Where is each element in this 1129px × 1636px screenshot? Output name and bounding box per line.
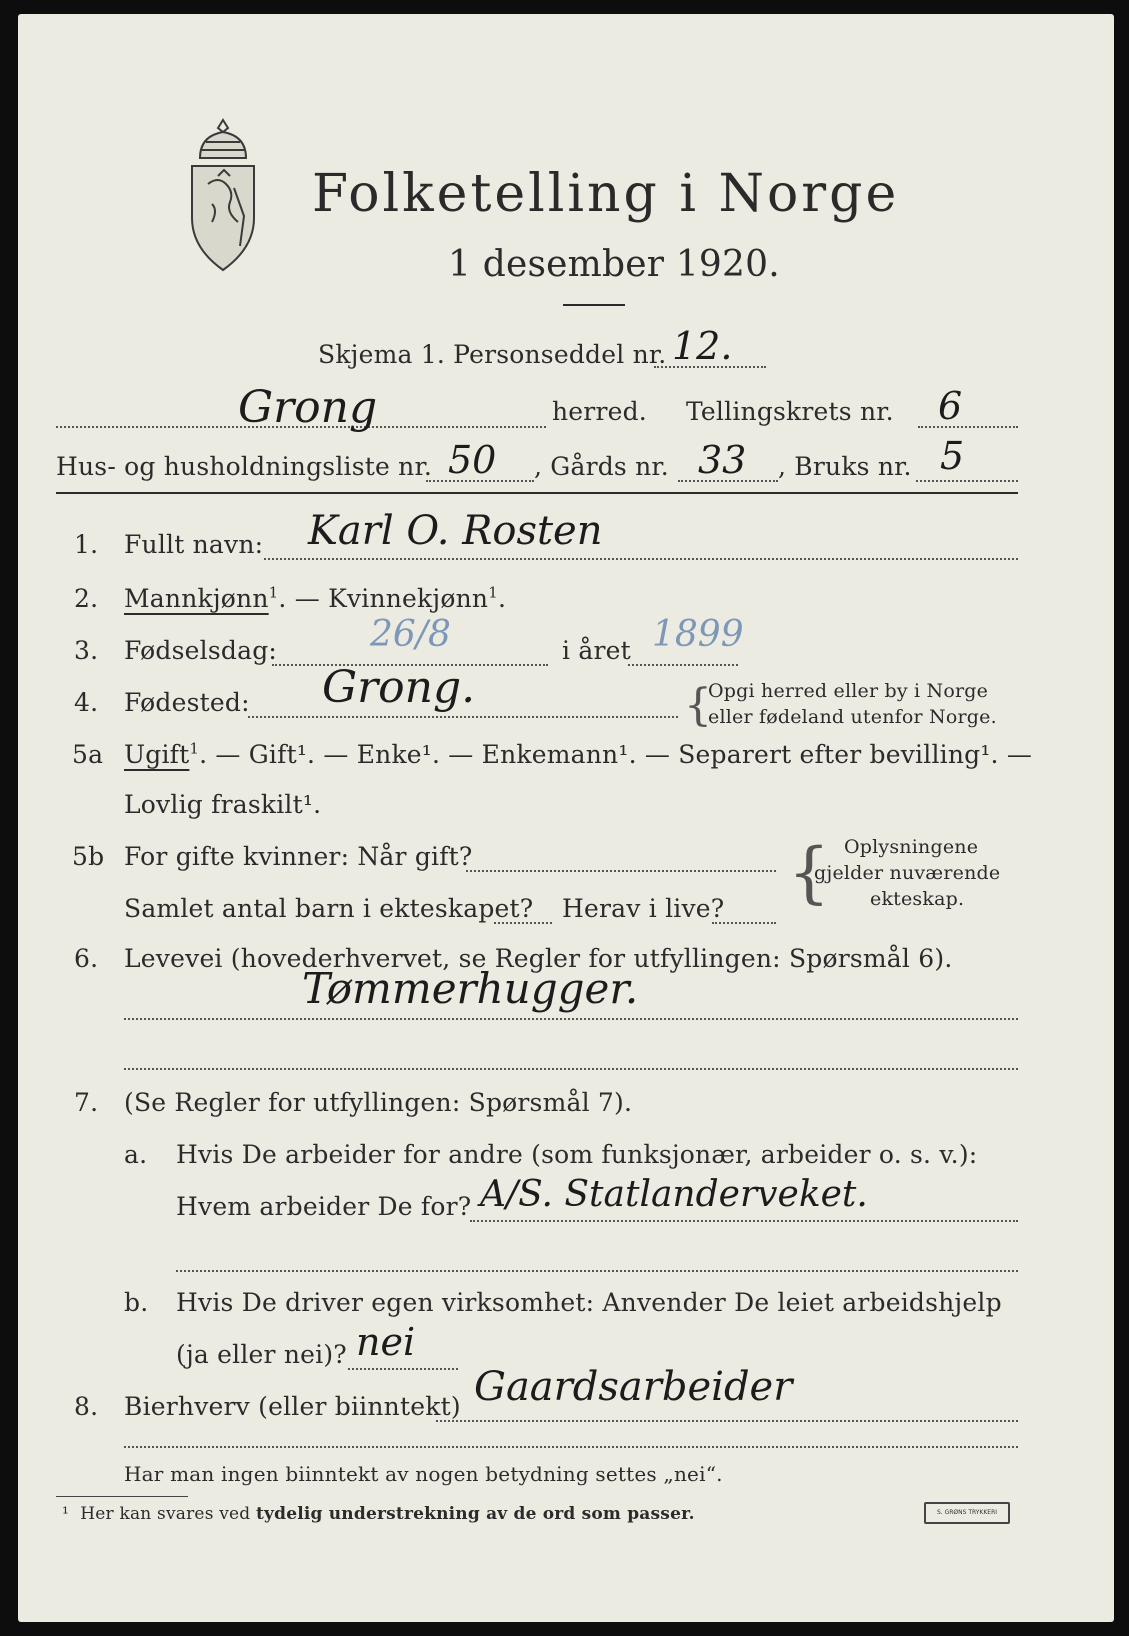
q1-number: 1. (74, 530, 99, 559)
q8-dots (436, 1420, 1018, 1422)
q4-brace: { (684, 680, 713, 731)
q7b-dots (348, 1368, 458, 1370)
printer-stamp (924, 1502, 1010, 1524)
q7a-label: Hvem arbeider De for? (176, 1192, 472, 1221)
footnote (62, 1504, 695, 1524)
q4-label: Fødested: (124, 688, 250, 717)
q7-number: 7. (74, 1088, 99, 1117)
q8-dots2 (124, 1446, 1018, 1448)
q3-label: Fødselsdag: (124, 636, 278, 665)
q5b-dots2 (494, 922, 552, 924)
q5b-label1: For gifte kvinner: Når gift? (124, 842, 473, 871)
q5b-note-2: gjelder nuværende (814, 862, 1001, 884)
schema-value: 12. (672, 324, 733, 368)
bottom-note: Har man ingen biinntekt av nogen betydning settes „nei“. (124, 1462, 723, 1486)
q7b-label: (ja eller nei)? (176, 1340, 347, 1369)
krets-dots (918, 426, 1018, 428)
birthday-value: 26/8 (370, 614, 451, 655)
q4-note-1: Opgi herred eller by i Norge (708, 680, 989, 702)
tellingskrets-value: 6 (938, 384, 963, 428)
schema-label: Skjema 1. Personseddel nr. (318, 340, 667, 369)
q5b-dots1 (466, 870, 776, 872)
norway-coat-of-arms-icon (178, 114, 268, 274)
q2-separator: . — (278, 584, 329, 613)
q7b-letter: b. (124, 1288, 149, 1317)
hus-value: 50 (448, 438, 497, 482)
q8-label: Bierhverv (eller biinntekt) (124, 1392, 461, 1421)
q5b-number: 5b (72, 842, 105, 871)
q7-label: (Se Regler for utfyllingen: Spørsmål 7). (124, 1088, 633, 1117)
herred-value: Grong (238, 382, 378, 433)
census-form (18, 14, 1114, 1622)
form-title: Folketelling i Norge (312, 164, 900, 224)
q1-label: Fullt navn: (124, 530, 264, 559)
q5b-label3: Herav i live? (562, 894, 725, 923)
q4-dots (248, 716, 678, 718)
q5b-label2: Samlet antal barn i ekteskapet? (124, 894, 534, 923)
option-female: Kvinnekjønn (328, 584, 489, 613)
q3-year-dots (628, 664, 738, 666)
q7a-dots1 (470, 1220, 1018, 1222)
q5b-note-3: ekteskap. (870, 888, 965, 910)
herred-label: herred. (552, 397, 647, 426)
q6-label: Levevei (hovederhvervet, se Regler for utfyllingen: Spørsmål 6). (124, 944, 953, 973)
birthplace-value: Grong. (322, 662, 476, 713)
q5a-options (124, 740, 1032, 769)
q2-end: . (497, 584, 507, 613)
q2-number: 2. (74, 584, 99, 613)
q3-year-label: i året (562, 636, 631, 665)
q7a-dots2 (176, 1270, 1018, 1272)
footnote-mark: ¹ (62, 1504, 70, 1524)
q7a-text: Hvis De arbeider for andre (som funksjonær, arbeider o. s. v.): (176, 1140, 978, 1169)
header-divider (56, 492, 1018, 494)
q4-note-2: eller fødeland utenfor Norge. (708, 706, 997, 728)
bruks-value: 5 (940, 434, 965, 478)
q5a-rest: . — Gift¹. — Enke¹. — Enkemann¹. — Separert efter bevilling¹. — (199, 740, 1033, 769)
q8-number: 8. (74, 1392, 99, 1421)
full-name-value: Karl O. Rosten (308, 508, 603, 554)
q5b-brace: { (788, 834, 831, 911)
q7a-letter: a. (124, 1140, 148, 1169)
q6-dots2 (124, 1068, 1018, 1070)
tellingskrets-label: Tellingskrets nr. (686, 397, 894, 426)
q2-options (124, 584, 506, 613)
footnote-text: Her kan svares ved (80, 1504, 251, 1524)
q5b-note-1: Oplysningene (844, 836, 979, 858)
hus-label: Hus- og husholdningsliste nr. (56, 452, 433, 481)
q7b-text: Hvis De driver egen virksomhet: Anvender De leiet arbeidshjelp (176, 1288, 1002, 1317)
q6-number: 6. (74, 944, 99, 973)
option-ugift: Ugift (124, 740, 190, 769)
gards-label: , Gårds nr. (534, 452, 669, 481)
bruks-label: , Bruks nr. (778, 452, 912, 481)
q5a-line2: Lovlig fraskilt¹. (124, 790, 322, 819)
q5b-dots3 (712, 922, 776, 924)
q4-number: 4. (74, 688, 99, 717)
bruks-dots (916, 480, 1018, 482)
footnote-divider (56, 1496, 188, 1497)
employer-value: A/S. Statlanderveket. (480, 1174, 868, 1215)
title-divider (563, 304, 625, 306)
q6-dots1 (124, 1018, 1018, 1020)
occupation-value: Tømmerhugger. (302, 964, 639, 1013)
footnote-ref: 1 (488, 583, 498, 602)
option-male: Mannkjønn (124, 584, 269, 613)
footnote-ref: 1 (268, 583, 279, 602)
q3-number: 3. (74, 636, 99, 665)
printer-stamp-text: S. GRØNS TRYKKERI (936, 1509, 998, 1516)
footnote-bold: tydelig understrekning av de ord som passer. (255, 1504, 695, 1524)
birth-year-value: 1899 (652, 614, 744, 655)
q1-dots (264, 558, 1018, 560)
hired-help-value: nei (356, 1320, 416, 1364)
footnote-ref: 1 (189, 739, 200, 758)
side-income-value: Gaardsarbeider (474, 1364, 793, 1410)
gards-value: 33 (698, 438, 747, 482)
q5a-number: 5a (72, 740, 104, 769)
census-date: 1 desember 1920. (448, 244, 780, 285)
